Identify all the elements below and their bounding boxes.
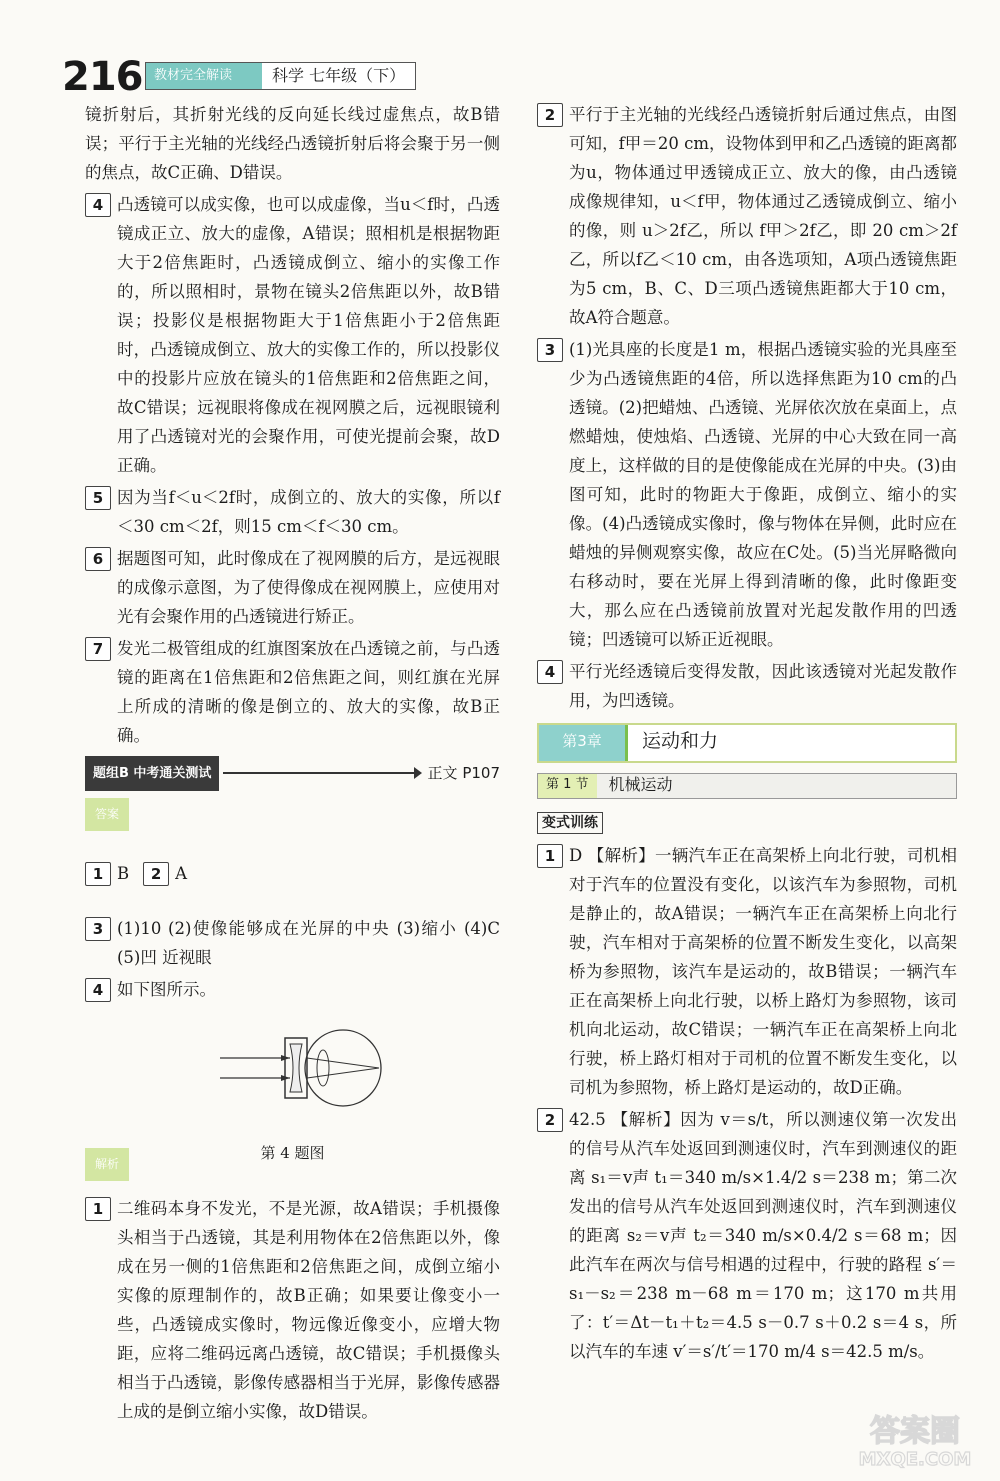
page-number: 216 (62, 54, 143, 100)
item-text: 42.5 【解析】因为 v＝s/t，所以测速仪第一次发出的信号从汽车处返回到测速仪时，汽车到测速仪的距离 s₁＝v声 t₁＝340 m/s×1.4/2 s＝238 m；第二次发出的信号从汽车处返回到测速仪时，汽车到测速仪的距离 s₂＝v声 t₂＝340 m/s×0.4/2 s＝68 m；因此汽车在两次与信号相遇的过程中，行驶的路程 s′＝s₁－s₂＝238 m－68 m＝170 m；这170 m共用了：t′＝Δt－t₁＋t₂＝4.5 s－0.7 s＋0.2 s＝4 s，所以汽车的车速 v′＝s′/t′＝170 m/4 s＝42.5 m/s。 (569, 1110, 957, 1361)
item-text: 平行光经透镜后变得发散，因此该透镜对光起发散作用，为凹透镜。 (569, 662, 957, 710)
item-number: 7 (85, 637, 111, 661)
eyeball (305, 1030, 381, 1106)
quick-answers (85, 859, 500, 888)
item-number: 1 (537, 844, 563, 868)
analysis-item-1 (85, 1194, 500, 1426)
item-text: (1)10 (2)使像能够成在光屏的中央 (3)缩小 (4)C (5)凹 近视眼 (117, 919, 500, 967)
item-text: (1)光具座的长度是1 m，根据凸透镜实验的光具座至少为凸透镜焦距的4倍，所以选择焦距为10 cm的凸透镜。(2)把蜡烛、凸透镜、光屏依次放在桌面上，点燃蜡烛，使烛焰、凸透镜、光屏的中心大致在同一高度上，这样做的目的是使像能成在光屏的中央。(3)由图可知，此时的物距大于像距，成倒立、缩小的实像。(4)凸透镜成实像时，像与物体在异侧，此时应在蜡烛的异侧观察实像，故应在C处。(5)当光屏略微向右移动时，要在光屏上得到清晰的像，此时像距变大，那么应在凸透镜前放置对光起发散作用的凹透镜；凹透镜可以矫正近视眼。 (569, 340, 957, 649)
series-badge: 教材完全解读 (146, 63, 262, 89)
item-text: A (175, 864, 188, 883)
item-number: 3 (85, 917, 111, 941)
item-text: 凸透镜可以成实像，也可以成虚像，当u＜f时，凸透镜成正立、放大的虚像，A错误；照相机是根据物距大于2倍焦距时，凸透镜成倒立、缩小的实像工作的，所以照相时，景物在镜头2倍焦距以外，故B错误；投影仪是根据物距大于1倍焦距小于2倍焦距时，凸透镜成倒立、放大的实像工作的，所以投影仪中的投影片应放在镜头的1倍焦距和2倍焦距之间，故C错误；远视眼将像成在视网膜之后，远视眼镜利用了凸透镜对光的会聚作用，可使光提前会聚，故D正确。 (117, 195, 500, 475)
answer-item-6 (85, 544, 500, 631)
running-header (145, 62, 416, 90)
item-text: 发光二极管组成的红旗图案放在凸透镜之前，与凸透镜的距离在1倍焦距和2倍焦距之间，则红旗在光屏上所成的清晰的像是倒立的、放大的实像，故B正确。 (117, 639, 500, 745)
arrow-line (223, 772, 417, 774)
refracted-ray-top (307, 1058, 379, 1068)
exercise-subheading: 变式训练 (537, 812, 603, 834)
answer-tag: 答案 (85, 798, 129, 831)
item-text: 如下图所示。 (117, 980, 216, 999)
eye-lens-figure (85, 1008, 500, 1162)
item-number: 2 (537, 103, 563, 127)
answer-item-r2 (537, 100, 957, 332)
chapter-heading (537, 723, 957, 763)
item-number: 5 (85, 486, 111, 510)
item-number: 1 (85, 862, 111, 886)
item-number: 4 (85, 978, 111, 1002)
item-number: 1 (85, 1197, 111, 1221)
answer-item-4 (85, 190, 500, 480)
svg-text:MXQE.COM: MXQE.COM (858, 1449, 972, 1470)
section-banner (85, 760, 500, 786)
chapter-number: 第3章 (539, 725, 628, 761)
item-number: 6 (85, 547, 111, 571)
item-text: 因为当f＜u＜2f时，成倒立的、放大的实像，所以f＜30 cm＜2f，则15 cm＜f＜30 cm。 (117, 488, 500, 536)
item-number: 2 (537, 1108, 563, 1132)
svg-text:答案圈: 答案圈 (870, 1414, 960, 1449)
exercise-item-1 (537, 841, 957, 1102)
refracted-ray-bottom (307, 1068, 379, 1078)
concave-lens (290, 1044, 302, 1092)
section-title: 机械运动 (608, 775, 673, 794)
item-number: 3 (537, 338, 563, 362)
answer-item-3 (85, 914, 500, 972)
figure-caption: 第 4 题图 (260, 1144, 325, 1162)
answer-item-4b (85, 975, 500, 1004)
analysis-tag: 解析 (85, 1148, 129, 1181)
answer-item-7 (85, 634, 500, 750)
item-number: 4 (85, 193, 111, 217)
page-reference: 正文 P107 (427, 763, 500, 782)
section-number: 第 1 节 (538, 774, 597, 798)
answer-item-r3 (537, 335, 957, 654)
quick-answer-2 (143, 859, 187, 888)
eye-diagram-svg (85, 1008, 500, 1128)
chapter-title: 运动和力 (642, 730, 719, 752)
banner-title: 题组B 中考通关测试 (85, 756, 219, 791)
item-text: 二维码本身不发光，不是光源，故A错误；手机摄像头相当于凸透镜，其是利用物体在2倍焦距以外，像成在另一侧的1倍焦距和2倍焦距之间，成倒立缩小实像的原理制作的，故B正确；如果要让像变小一些，凸透镜成实像时，物远像近像变小，应增大物距，应将二维码远离凸透镜，故C错误；手机摄像头相当于凸透镜，影像传感器相当于光屏，影像传感器上成的是倒立缩小实像，故D错误。 (117, 1199, 500, 1421)
subject-label: 科学 七年级（下） (272, 66, 406, 85)
watermark-logo (840, 1403, 990, 1473)
item-text: 平行于主光轴的光线经凸透镜折射后通过焦点，由图可知，f甲＝20 cm，设物体到甲和乙凸透镜的距离都为u，物体通过甲透镜成正立、放大的像，由凸透镜成像规律知，u＜f甲，物体通过乙透镜成倒立、缩小的像，则 u＞2f乙，所以 f甲＞2f乙，即 20 cm＞2f乙，所以f乙＜10 cm，由各选项知，A项凸透镜焦距为5 cm，B、C、D三项凸透镜焦距都大于10 cm，故A符合题意。 (569, 105, 957, 327)
item-text: D 【解析】一辆汽车正在高架桥上向北行驶，司机相对于汽车的位置没有变化，以该汽车为参照物，司机是静止的，故A错误；一辆汽车正在高架桥上向北行驶，汽车相对于高架桥的位置不断发生变化，以高架桥为参照物，该汽车是运动的，故B错误；一辆汽车正在高架桥上向北行驶，以桥上路灯为参照物，该司机向北运动，故C错误；一辆汽车正在高架桥上向北行驶，桥上路灯相对于司机的位置不断发生变化，以司机为参照物，桥上路灯是运动的，故D正确。 (569, 846, 957, 1097)
eye-crystalline-lens (317, 1050, 329, 1086)
quick-answer-1 (85, 859, 129, 888)
answer-item-5 (85, 483, 500, 541)
section-heading (537, 773, 957, 799)
left-column (85, 100, 500, 1426)
item-number: 2 (143, 862, 169, 886)
item-number: 4 (537, 660, 563, 684)
exercise-item-2 (537, 1105, 957, 1366)
answer-item-r4 (537, 657, 957, 715)
item-text: 据题图可知，此时像成在了视网膜的后方，是远视眼的成像示意图，为了使得像成在视网膜上，应使用对光有会聚作用的凸透镜进行矫正。 (117, 549, 500, 626)
right-column (537, 100, 957, 1366)
continued-paragraph: 镜折射后，其折射光线的反向延长线过虚焦点，故B错误；平行于主光轴的光线经凸透镜折射后将会聚于另一侧的焦点，故C正确、D错误。 (85, 105, 500, 182)
item-text: B (117, 864, 130, 883)
